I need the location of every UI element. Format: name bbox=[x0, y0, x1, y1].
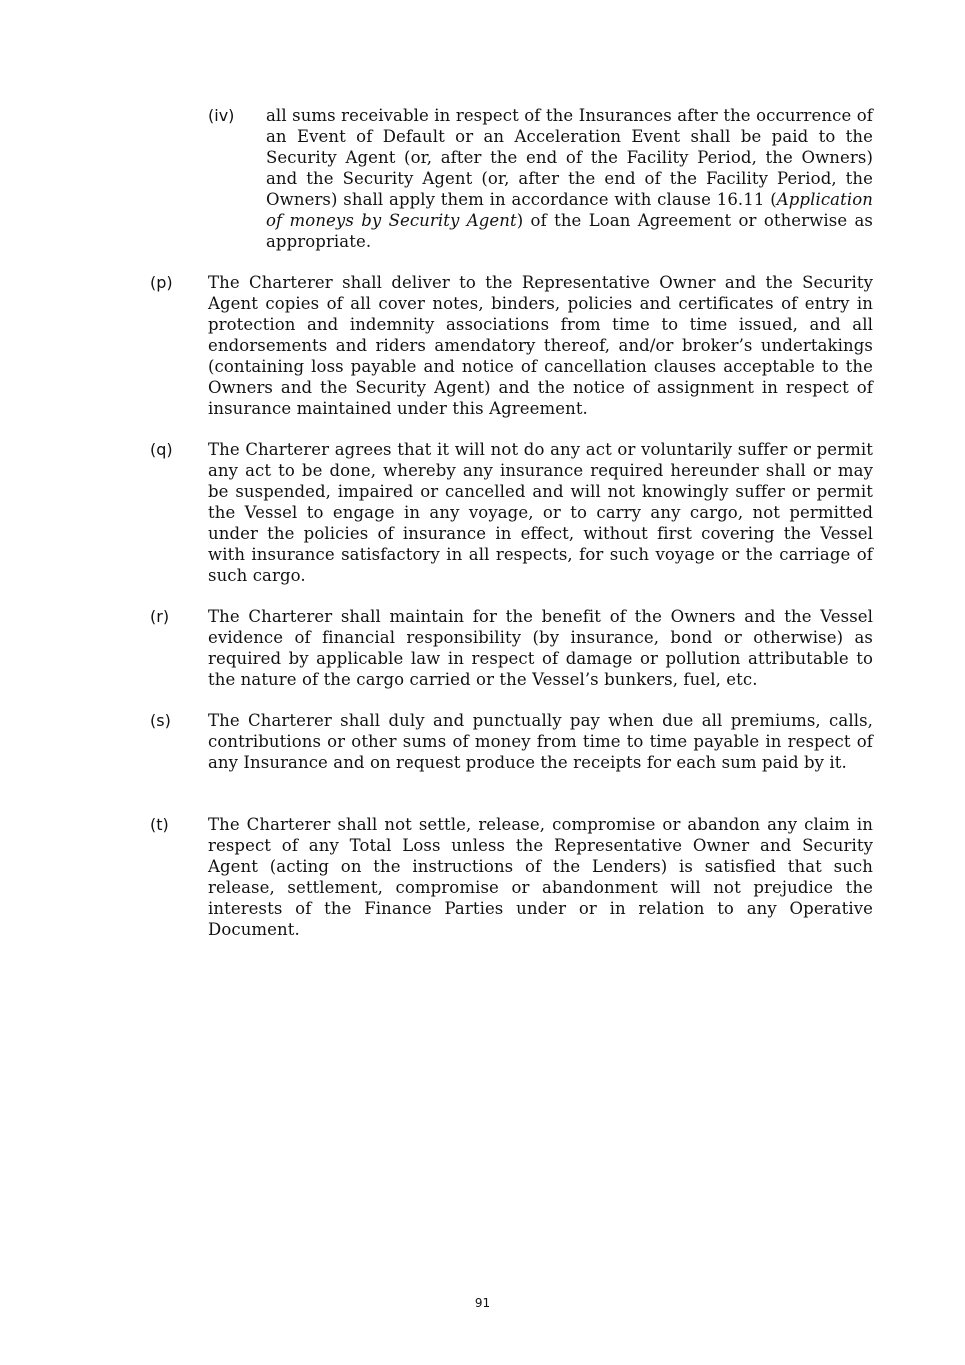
clause-p bbox=[150, 272, 873, 419]
clause-text: The Charterer agrees that it will not do any act or voluntarily suffer or permit any act to be done, whereby any insurance required hereunder shall or may be suspended, impaired or cancelled and will not knowingly suffer or permit the Vessel to engage in any voyage, or to carry any cargo, not permitted under the policies of insurance in effect, without first covering the Vessel with insurance satisfactory in all respects, for such voyage or the carriage of such cargo. bbox=[208, 440, 873, 585]
clause-label: (p) bbox=[150, 273, 173, 292]
clause-q bbox=[150, 439, 873, 586]
subclause-text-part: all sums receivable in respect of the Insurances after the occurrence of an Event of Default or an Acceleration Event shall be paid to the Security Agent (or, after the end of the Facility Period, the Owners) and the Security Agent (or, after the end of the Facility Period, the Owners) shall apply them in accordance with clause 16.11 ( bbox=[266, 106, 873, 209]
clause-text: The Charterer shall duly and punctually pay when due all premiums, calls, contributions or other sums of money from time to time payable in respect of any Insurance and on request produce the receipts for each sum paid by it. bbox=[208, 711, 873, 772]
clause-t bbox=[150, 814, 873, 940]
clause-label: (s) bbox=[150, 711, 171, 730]
subclause-iv bbox=[208, 105, 873, 252]
clause-label: (q) bbox=[150, 440, 173, 459]
clause-label: (r) bbox=[150, 607, 170, 626]
clause-s bbox=[150, 710, 873, 773]
page-number: 91 bbox=[474, 1296, 491, 1310]
subclause-label: (iv) bbox=[208, 106, 235, 125]
clause-text: The Charterer shall deliver to the Representative Owner and the Security Agent copies of all cover notes, binders, policies and certificates of entry in protection and indemnity associations from time to time issued, and all endorsements and riders amendatory thereof, and/or broker’s undertakings (containing loss payable and notice of cancellation clauses acceptable to the Owners and the Security Agent) and the notice of assignment in respect of insurance maintained under this Agreement. bbox=[208, 273, 873, 418]
subclause-text-part: ) of the Loan Agreement or otherwise as appropriate. bbox=[266, 211, 873, 251]
clause-label: (t) bbox=[150, 815, 169, 834]
subclause-text-italic: Application of moneys by Security Agent bbox=[266, 190, 873, 230]
clause-text: The Charterer shall maintain for the benefit of the Owners and the Vessel evidence of financial responsibility (by insurance, bond or otherwise) as required by applicable law in respect of damage or pollution attributable to the nature of the cargo carried or the Vessel’s bunkers, fuel, etc. bbox=[208, 607, 873, 689]
clause-r bbox=[150, 606, 873, 690]
clause-text: The Charterer shall not settle, release, compromise or abandon any claim in respect of any Total Loss unless the Representative Owner and Security Agent (acting on the instructions of the Lenders) is satisfied that such release, settlement, compromise or abandonment will not prejudice the interests of the Finance Parties under or in relation to any Operative Document. bbox=[208, 815, 873, 939]
subclause-text bbox=[266, 105, 873, 252]
